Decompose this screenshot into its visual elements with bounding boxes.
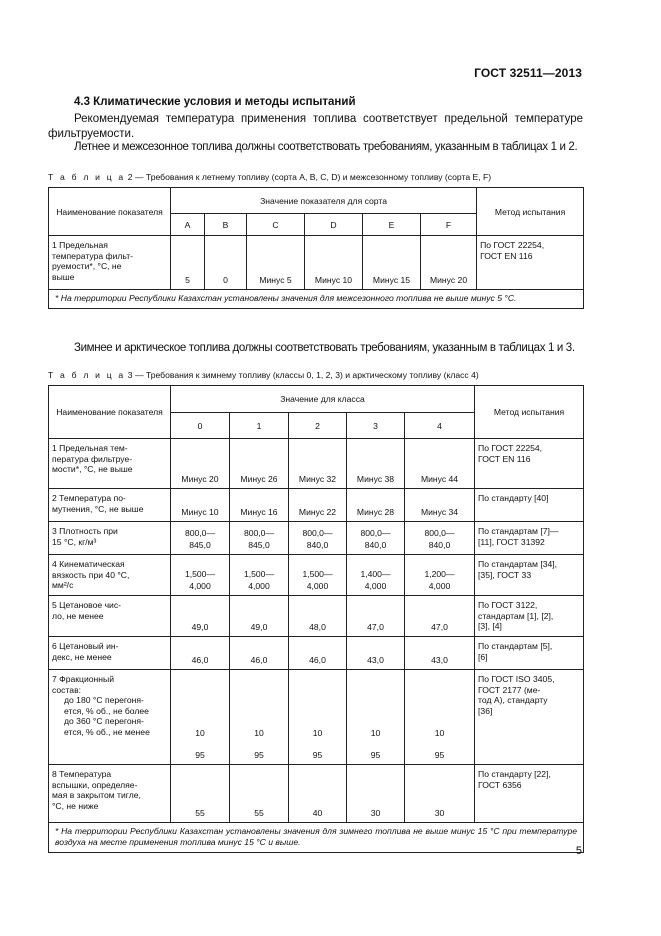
value-line: 10 xyxy=(195,728,205,738)
row-value xyxy=(171,522,230,555)
value-line: 800,0— xyxy=(184,528,216,538)
table3-footnote: * На территории Республики Казахстан установлены значения для зимнего топлива не выше минус 15 °С при температуре воздуха на месте применения топлива минус 15 °С и выше. xyxy=(49,823,584,853)
row-value: Минус 5 xyxy=(247,236,305,290)
text-line: [3], [4] xyxy=(478,621,502,631)
value-line: 40 xyxy=(312,808,323,818)
row-value xyxy=(405,439,475,489)
row-value xyxy=(289,439,347,489)
text-line: [35], ГОСТ 33 xyxy=(478,569,532,580)
row-method xyxy=(475,439,584,489)
text-line: ГОСТ EN 116 xyxy=(478,453,531,464)
text-line: По стандартам [7]— xyxy=(478,526,559,536)
value-line: 4,000 xyxy=(306,581,329,591)
row-value xyxy=(405,765,475,823)
text-line: вспышки, определяе- xyxy=(52,779,138,790)
value-line: Минус 44 xyxy=(420,474,459,484)
text-line: температура фильт- xyxy=(52,250,133,261)
text-line: мости*, °С, не выше xyxy=(52,464,133,474)
table3-caption xyxy=(48,370,479,380)
value-line: 10 xyxy=(434,728,445,738)
value-line: Минус 38 xyxy=(356,474,395,484)
text-line: По ГОСТ 22254, xyxy=(480,240,545,250)
row-value: Минус 10 xyxy=(305,236,363,290)
value-line: 1,500— xyxy=(302,569,333,579)
paragraph-recommended-temperature: Рекомендуемая температура применения топлива соответствует предельной температуре фильтруемости. xyxy=(48,113,583,140)
text-line: 1 Предельная тем- xyxy=(52,443,128,453)
row-value xyxy=(347,637,405,670)
row-value: Минус 20 xyxy=(421,236,477,290)
value-line: 55 xyxy=(195,808,205,818)
text-line: По стандарту [22], xyxy=(478,769,551,779)
table3-header-method: Метод испытания xyxy=(475,386,584,439)
row-value xyxy=(347,670,405,765)
value-line: 43,0 xyxy=(431,655,448,665)
value-line: Минус 26 xyxy=(240,474,278,484)
value-line: 49,0 xyxy=(191,622,209,632)
row-value xyxy=(289,670,347,765)
row-value xyxy=(171,489,230,522)
row-value xyxy=(405,555,475,596)
text-line: По ГОСТ 22254, xyxy=(478,443,543,453)
table2-grade-header: А xyxy=(171,214,205,236)
text-line: декс, не менее xyxy=(52,651,112,662)
text-line: вязкость при 40 °С, xyxy=(52,569,130,580)
value-line: 840,0 xyxy=(428,540,451,550)
table2-header-group: Значение показателя для сорта xyxy=(171,188,477,214)
row-value xyxy=(230,765,289,823)
table-row xyxy=(49,670,584,765)
value-line: 46,0 xyxy=(309,655,326,665)
text-line: 15 °С, кг/м³ xyxy=(52,536,97,547)
row-value: Минус 15 xyxy=(363,236,421,290)
value-line: 1,200— xyxy=(424,569,455,579)
value-line: 845,0 xyxy=(248,540,270,550)
value-line: Минус 16 xyxy=(240,507,278,517)
text-line: [11], ГОСТ 31392 xyxy=(478,536,545,547)
text-line: По ГОСТ 3122, xyxy=(478,600,538,610)
table3-caption-text: 3 — Требования к зимнему топливу (классы 0, 1, 2, 3) и арктическому топливу (класс 4) xyxy=(125,370,479,380)
row-value xyxy=(289,637,347,670)
row-method xyxy=(475,765,584,823)
table-row xyxy=(49,439,584,489)
table-row xyxy=(49,596,584,637)
value-line: 840,0 xyxy=(306,540,329,550)
table-3-winter-fuel xyxy=(48,385,584,853)
table2-grade-header: F xyxy=(421,214,477,236)
table-row xyxy=(49,555,584,596)
row-value xyxy=(230,489,289,522)
row-name xyxy=(49,765,171,823)
text-line: [36] xyxy=(478,705,493,716)
row-name xyxy=(49,596,171,637)
value-line: 47,0 xyxy=(431,622,448,632)
table3-header-group: Значение для класса xyxy=(171,386,475,413)
value-line: 46,0 xyxy=(191,655,209,665)
page-number: 5 xyxy=(575,845,582,857)
table-2-summer-fuel xyxy=(48,187,584,309)
paragraph-winter-fuel: Зимнее и арктическое топлива должны соответствовать требованиям, указанным в таблицах 1 и 3. xyxy=(74,342,575,354)
value-line: 4,000 xyxy=(189,581,211,591)
table3-class-header: 0 xyxy=(171,413,230,439)
value-line: 1,400— xyxy=(360,569,391,579)
text-line: 5 Цетановое чис- xyxy=(52,600,122,610)
table-row xyxy=(49,765,584,823)
text-line: 8 Температура xyxy=(52,769,112,779)
row-name xyxy=(49,489,171,522)
value-line: 46,0 xyxy=(250,655,268,665)
table2-header-name: Наименование показателя xyxy=(49,188,171,236)
text-line: По стандарту [40] xyxy=(478,493,549,503)
value-line: 95 xyxy=(254,750,264,760)
row-method xyxy=(475,670,584,765)
table3-class-header: 2 xyxy=(289,413,347,439)
value-line: 95 xyxy=(370,750,381,760)
row-value xyxy=(347,555,405,596)
table2-header-method: Метод испытания xyxy=(477,188,584,236)
value-line: 30 xyxy=(434,808,445,818)
value-line: 1,500— xyxy=(243,569,275,579)
table3-class-header: 1 xyxy=(230,413,289,439)
table3-label: Т а б л и ц а xyxy=(48,370,126,380)
table2-footnote: * На территории Республики Казахстан установлены значения для межсезонного топлива не выше минус 5 °С. xyxy=(49,290,584,309)
text-line: мутнения, °С, не выше xyxy=(52,503,144,514)
row-value xyxy=(230,670,289,765)
value-line: 49,0 xyxy=(250,622,268,632)
text-line: ется, % об., не менее xyxy=(64,726,150,737)
row-value xyxy=(171,596,230,637)
text-line: 2 Температура по- xyxy=(52,493,126,503)
text-line: мм²/с xyxy=(52,580,74,590)
table2-caption xyxy=(48,172,491,182)
text-line: 4 Кинематическая xyxy=(52,559,125,569)
value-line: 800,0— xyxy=(424,528,455,538)
text-line: [6] xyxy=(478,651,488,662)
row-name xyxy=(49,637,171,670)
text-line: ГОСТ EN 116 xyxy=(480,250,533,261)
row-value xyxy=(405,670,475,765)
value-line: 10 xyxy=(254,728,264,738)
text-line: По стандартам [34], xyxy=(478,559,558,569)
row-method xyxy=(475,637,584,670)
table2-caption-text: 2 — Требования к летнему топливу (сорта А, В, С, D) и межсезонному топливу (сорта Е, F) xyxy=(125,172,492,182)
text-line: По стандартам [5], xyxy=(478,641,553,651)
row-value xyxy=(347,596,405,637)
row-value xyxy=(230,555,289,596)
table3-class-header: 4 xyxy=(405,413,475,439)
table2-grade-header: D xyxy=(305,214,363,236)
row-method xyxy=(475,522,584,555)
row-name xyxy=(49,670,171,765)
row-value xyxy=(347,489,405,522)
row-value xyxy=(347,765,405,823)
row-method xyxy=(477,236,584,290)
table2-grade-header: С xyxy=(247,214,305,236)
value-line: 43,0 xyxy=(367,655,384,665)
value-line: 4,000 xyxy=(248,581,270,591)
table2-grade-header: В xyxy=(205,214,247,236)
value-line: 800,0— xyxy=(243,528,275,538)
row-name xyxy=(49,555,171,596)
row-value xyxy=(289,522,347,555)
table-row xyxy=(49,236,584,290)
table-row xyxy=(49,522,584,555)
paragraph-summer-fuel: Летнее и межсезонное топлива должны соответствовать требованиям, указанным в таблицах 1 и 2. xyxy=(74,141,578,153)
table-row xyxy=(49,637,584,670)
row-value xyxy=(171,637,230,670)
row-value xyxy=(405,522,475,555)
row-value xyxy=(171,439,230,489)
text-line: ется, % об., не более xyxy=(64,705,149,716)
value-line: 4,000 xyxy=(364,581,387,591)
text-line: до 180 °С перегоня- xyxy=(64,695,144,705)
row-value xyxy=(405,637,475,670)
text-line: 7 Фракционный xyxy=(52,674,114,684)
value-line: Минус 20 xyxy=(181,474,219,484)
text-line: до 360 °С перегоня- xyxy=(64,716,144,726)
value-line: 48,0 xyxy=(309,622,326,632)
text-line: тод А), стандарту xyxy=(478,695,548,705)
value-line: 95 xyxy=(312,750,323,760)
value-line: 47,0 xyxy=(367,622,384,632)
row-name xyxy=(49,236,171,290)
value-line: Минус 32 xyxy=(298,474,337,484)
value-line: 30 xyxy=(370,808,381,818)
text-line: 3 Плотность при xyxy=(52,526,118,536)
text-line: руемости*, °С, не xyxy=(52,261,122,271)
text-line: состав: xyxy=(52,684,82,695)
row-value xyxy=(230,596,289,637)
row-method xyxy=(475,596,584,637)
row-value xyxy=(171,555,230,596)
text-line: ГОСТ 2177 (ме- xyxy=(478,684,541,695)
value-line: Минус 10 xyxy=(181,507,219,517)
value-line: 55 xyxy=(254,808,264,818)
value-line: 845,0 xyxy=(189,540,211,550)
row-name xyxy=(49,439,171,489)
text-line: ГОСТ 6356 xyxy=(478,779,522,790)
text-line: ло, не менее xyxy=(52,610,104,621)
value-line: 10 xyxy=(312,728,323,738)
text-line: 1 Предельная xyxy=(52,240,108,250)
value-line: 800,0— xyxy=(302,528,333,538)
row-method xyxy=(475,489,584,522)
table3-class-header: 3 xyxy=(347,413,405,439)
text-line: мая в закрытом тигле, xyxy=(52,790,141,800)
table2-label: Т а б л и ц а xyxy=(48,172,126,182)
row-value xyxy=(171,670,230,765)
text-line: 6 Цетановый ин- xyxy=(52,641,119,651)
value-line: 4,000 xyxy=(428,581,451,591)
row-value xyxy=(347,439,405,489)
text-line: °С, не ниже xyxy=(52,800,99,811)
value-line: Минус 34 xyxy=(420,507,459,517)
row-value xyxy=(171,765,230,823)
text-line: стандартам [1], [2], xyxy=(478,610,554,621)
text-line: По ГОСТ ISO 3405, xyxy=(478,674,555,684)
value-line: Минус 28 xyxy=(356,507,395,517)
value-line: 10 xyxy=(370,728,381,738)
row-value xyxy=(405,489,475,522)
row-method xyxy=(475,555,584,596)
section-title: 4.3 Климатические условия и методы испытаний xyxy=(74,96,356,108)
row-name xyxy=(49,522,171,555)
value-line: 800,0— xyxy=(360,528,391,538)
row-value xyxy=(289,489,347,522)
row-value xyxy=(230,637,289,670)
row-value xyxy=(347,522,405,555)
table-row xyxy=(49,489,584,522)
document-code: ГОСТ 32511—2013 xyxy=(474,66,582,80)
text-line: выше xyxy=(52,271,75,282)
value-line: 1,500— xyxy=(184,569,216,579)
row-value xyxy=(289,596,347,637)
row-value xyxy=(289,555,347,596)
row-value xyxy=(405,596,475,637)
row-value xyxy=(289,765,347,823)
table2-grade-header: Е xyxy=(363,214,421,236)
value-line: 840,0 xyxy=(364,540,387,550)
row-value xyxy=(230,439,289,489)
value-line: 95 xyxy=(434,750,445,760)
value-line: 95 xyxy=(195,750,205,760)
row-value xyxy=(230,522,289,555)
row-value: 0 xyxy=(205,236,247,290)
value-line: Минус 22 xyxy=(298,507,337,517)
table3-header-name: Наименование показателя xyxy=(49,386,171,439)
row-value: 5 xyxy=(171,236,205,290)
text-line: пература фильтруе- xyxy=(52,453,133,464)
